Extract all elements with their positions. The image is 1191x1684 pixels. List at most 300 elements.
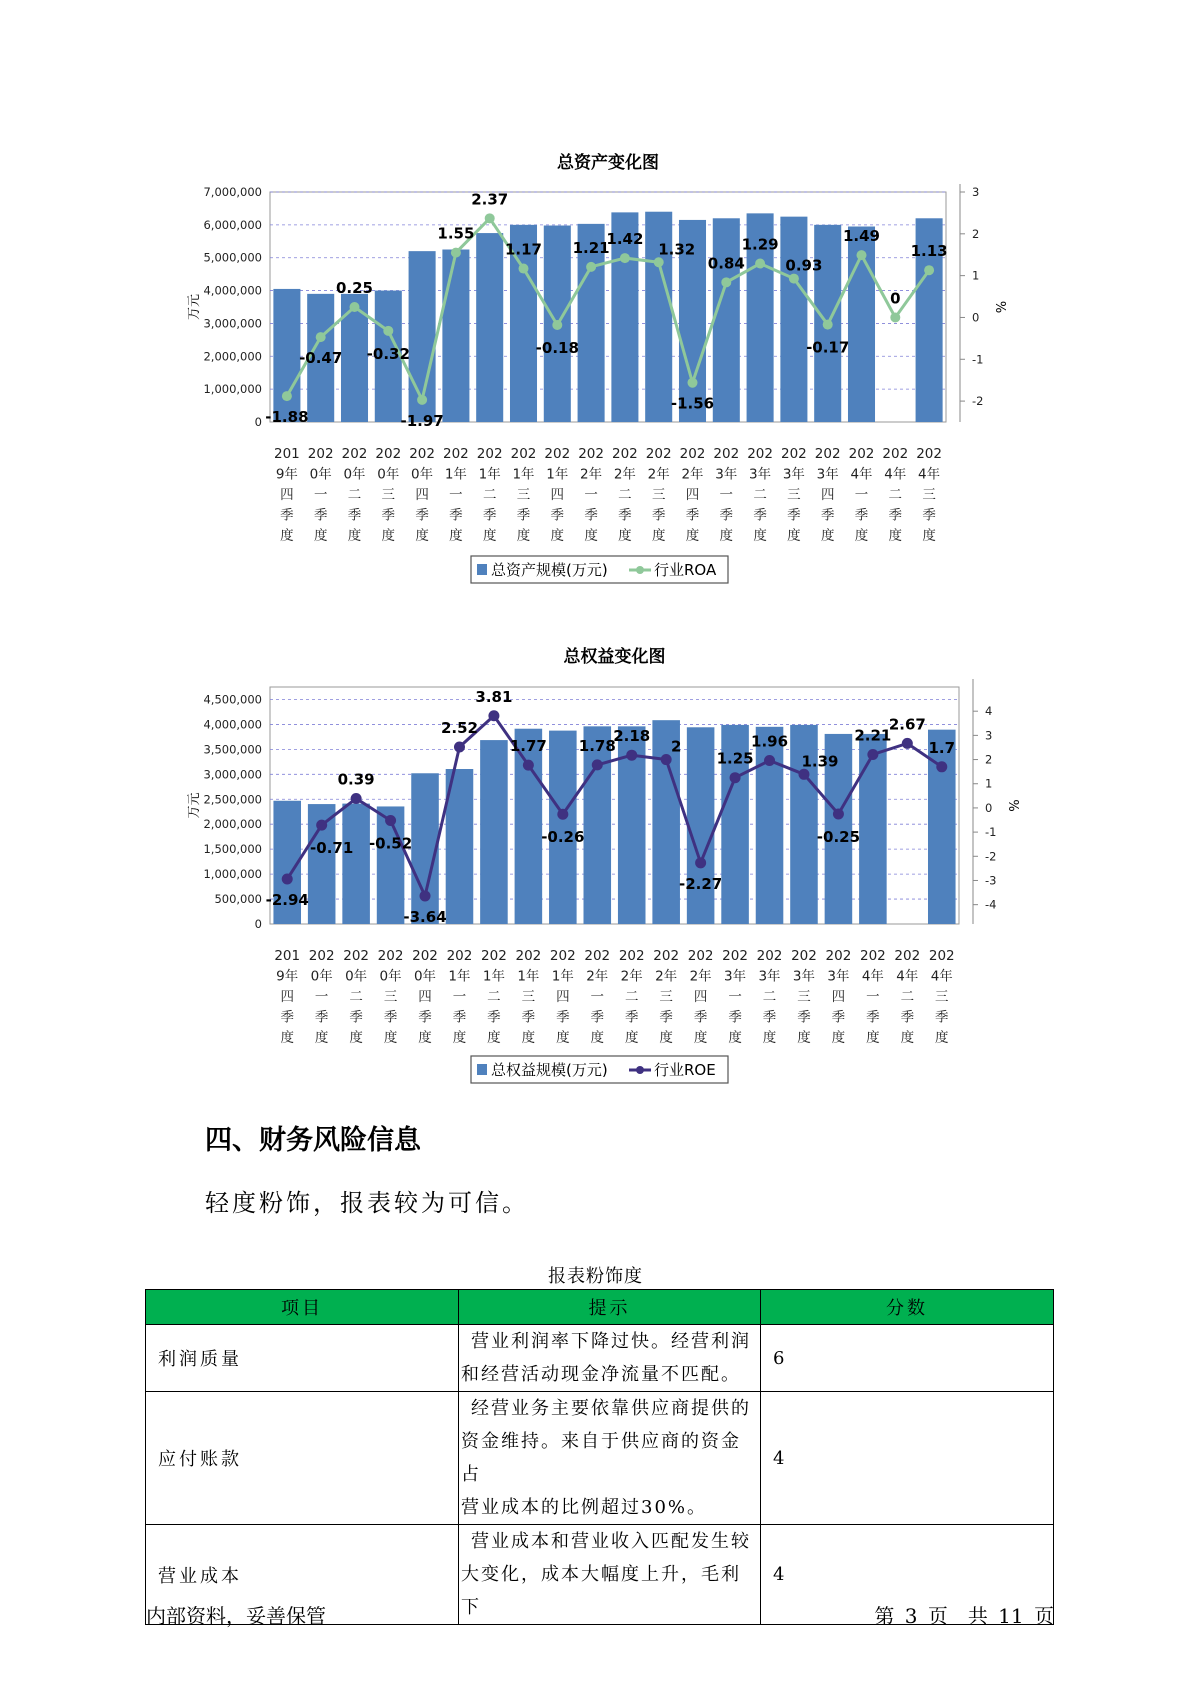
x-tick-label: 度 [349, 1030, 363, 1046]
data-label: -0.71 [310, 839, 354, 858]
line-point [383, 326, 393, 336]
y2-tick-label: -1 [985, 825, 997, 840]
legend-line-label: 行业ROA [654, 561, 717, 579]
line-point [936, 761, 947, 772]
x-tick-label: 季 [888, 507, 903, 524]
x-tick-label: 度 [728, 1030, 742, 1046]
x-tick-label: 度 [487, 1030, 501, 1046]
x-tick-label: 季 [935, 1009, 949, 1026]
x-tick-label: 3年 [792, 968, 816, 985]
x-tick-label: 四 [820, 487, 835, 503]
footer-confidential: 内部资料，妥善保管 [146, 1604, 326, 1628]
x-tick-label: 202 [848, 446, 875, 462]
y2-axis-label: % [1005, 799, 1020, 812]
x-tick-label: 季 [449, 507, 463, 524]
x-tick-label: 202 [791, 948, 817, 964]
x-tick-label: 0年 [379, 968, 402, 985]
x-tick-label: 三 [659, 989, 673, 1005]
x-tick-label: 202 [544, 446, 571, 462]
x-tick-label: 季 [753, 507, 767, 524]
line-point [385, 815, 396, 826]
x-tick-label: 202 [307, 446, 334, 462]
y2-tick-label: 3 [985, 728, 993, 743]
y2-tick-label: 3 [972, 185, 980, 199]
row-item: 营业成本 [146, 1525, 459, 1625]
data-label: -2.94 [265, 891, 309, 910]
x-tick-label: 季 [900, 1009, 915, 1026]
x-tick-label: 1年 [478, 466, 501, 483]
x-tick-label: 三 [935, 989, 949, 1005]
row-item: 利润质量 [146, 1325, 459, 1392]
table-header-row [146, 1290, 1054, 1325]
line-point [890, 312, 900, 322]
x-tick-label: 度 [482, 528, 497, 544]
line-point [552, 320, 562, 330]
bar [780, 217, 807, 422]
x-tick-label: 季 [590, 1009, 605, 1026]
x-tick-label: 季 [797, 1009, 811, 1026]
y2-tick-label: 1 [972, 268, 980, 283]
x-tick-label: 202 [308, 948, 335, 964]
x-tick-label: 202 [747, 446, 773, 462]
data-label: -1.88 [265, 408, 309, 427]
x-tick-label: 度 [313, 528, 328, 544]
x-tick-label: 二 [347, 487, 362, 503]
legend-line-marker [636, 566, 644, 574]
x-tick-label: 季 [651, 507, 666, 524]
x-tick-label: 二 [753, 487, 767, 503]
data-label: -0.47 [299, 349, 343, 368]
row-hint [459, 1525, 761, 1625]
y-tick-label: 2,500,000 [203, 792, 262, 807]
x-tick-label: 3年 [715, 466, 738, 483]
x-tick-label: 三 [383, 989, 398, 1005]
x-tick-label: 202 [928, 948, 955, 964]
data-label: 1.7 [928, 738, 956, 757]
x-tick-label: 三 [521, 989, 536, 1005]
x-tick-label: 202 [814, 446, 841, 462]
y2-tick-label: 4 [985, 704, 993, 719]
row-item: 应付账款 [146, 1392, 459, 1525]
x-tick-label: 度 [922, 528, 936, 544]
data-label: 1.42 [606, 230, 644, 249]
data-label: 1.49 [842, 227, 881, 246]
legend-bar-swatch [477, 564, 487, 575]
x-tick-label: 202 [409, 446, 435, 462]
hint-line: 和经营活动现金净流量不匹配。 [461, 1364, 741, 1385]
data-label: 0 [890, 289, 901, 308]
plot-area [270, 687, 959, 924]
x-tick-label: 季 [820, 507, 835, 524]
total-equity-chart [0, 640, 1191, 1090]
x-tick-label: 季 [383, 1009, 398, 1026]
line-point [688, 378, 698, 388]
x-tick-label: 一 [866, 989, 880, 1005]
y-tick-label: 4,000,000 [203, 717, 262, 732]
data-label: 2.67 [888, 715, 926, 734]
hint-line: 经营业务主要依靠供应商提供的 [471, 1398, 751, 1419]
bar [442, 250, 469, 423]
x-tick-label: 度 [516, 528, 531, 544]
row-score: 4 [761, 1525, 1054, 1625]
section-heading: 四、财务风险信息 [205, 1125, 421, 1156]
bar [687, 727, 715, 924]
x-tick-label: 度 [347, 528, 362, 544]
line-point [485, 213, 495, 223]
x-tick-label: 0年 [343, 466, 366, 483]
legend-bar-label: 总资产规模(万元) [491, 561, 608, 579]
x-tick-label: 季 [280, 507, 294, 524]
line-point [755, 259, 765, 269]
x-tick-label: 一 [728, 989, 742, 1005]
data-label: -0.52 [368, 834, 413, 853]
x-tick-label: 2年 [681, 466, 704, 483]
x-tick-label: 四 [556, 989, 570, 1005]
bar [273, 289, 300, 422]
x-tick-label: 二 [487, 989, 501, 1005]
data-label: -0.17 [806, 338, 850, 357]
y-tick-label: 0 [254, 415, 262, 429]
data-label: 1.29 [741, 235, 779, 254]
data-label: 2.37 [471, 190, 509, 209]
line-point [417, 395, 427, 405]
x-tick-label: 一 [449, 487, 463, 503]
data-label: 0.93 [785, 256, 823, 275]
data-label: -1.97 [400, 411, 444, 430]
data-label: 2.21 [854, 726, 892, 745]
x-tick-label: 季 [415, 507, 429, 524]
y-tick-label: 6,000,000 [203, 217, 262, 232]
line-point [420, 890, 431, 901]
x-tick-label: 二 [888, 487, 903, 503]
x-tick-label: 度 [521, 1030, 536, 1046]
chart-title: 总资产变化图 [557, 153, 659, 173]
y-tick-label: 4,500,000 [203, 692, 262, 707]
x-tick-label: 度 [787, 528, 801, 544]
y-tick-label: 1,000,000 [203, 382, 262, 397]
data-label: -0.25 [816, 827, 861, 846]
line-point [488, 710, 499, 721]
line-point [316, 820, 327, 831]
x-tick-label: 202 [375, 446, 402, 462]
x-tick-label: 202 [578, 446, 604, 462]
data-label: 1.96 [751, 732, 789, 751]
y-tick-label: 4,000,000 [203, 283, 262, 298]
line-point [351, 793, 362, 804]
x-tick-label: 2年 [689, 968, 712, 985]
x-tick-label: 3年 [724, 968, 747, 985]
x-tick-label: 一 [314, 989, 329, 1005]
x-tick-label: 四 [693, 989, 708, 1005]
hint-line: 营业成本和营业收入匹配发生较 [471, 1531, 751, 1552]
x-tick-label: 度 [719, 528, 734, 544]
y2-tick-label: -2 [985, 849, 997, 864]
legend-bar-swatch [477, 1064, 487, 1075]
x-tick-label: 季 [452, 1009, 467, 1026]
x-tick-label: 季 [418, 1009, 432, 1026]
line-point [730, 772, 741, 783]
legend-line-label: 行业ROE [654, 1061, 716, 1079]
y-tick-label: 2,000,000 [203, 349, 262, 364]
row-hint [459, 1325, 761, 1392]
header-score: 分数 [761, 1290, 1054, 1325]
whitewash-table [145, 1289, 1054, 1625]
line-point [519, 264, 529, 274]
x-tick-label: 202 [722, 948, 748, 964]
line-point [789, 274, 799, 284]
x-tick-label: 季 [728, 1009, 742, 1026]
x-tick-label: 三 [787, 487, 801, 503]
line-point [833, 808, 844, 819]
line-point [350, 302, 360, 312]
data-label: 0.84 [707, 254, 745, 273]
x-tick-label: 四 [415, 487, 429, 503]
y2-tick-label: 0 [972, 310, 980, 325]
bar [859, 734, 887, 924]
total-assets-chart [0, 140, 1191, 590]
x-tick-label: 1年 [482, 968, 505, 985]
x-tick-label: 季 [854, 507, 869, 524]
y-tick-label: 3,000,000 [203, 767, 262, 782]
x-tick-label: 202 [882, 446, 909, 462]
hint-line: 营业成本的比例超过30%。 [461, 1497, 708, 1518]
data-label: 1.17 [504, 240, 543, 259]
bar [476, 233, 503, 422]
x-tick-label: 度 [797, 1030, 811, 1046]
x-tick-label: 季 [831, 1009, 846, 1026]
x-tick-label: 202 [549, 948, 576, 964]
x-tick-label: 度 [556, 1030, 570, 1046]
x-tick-label: 季 [313, 507, 328, 524]
x-tick-label: 9年 [275, 466, 298, 483]
x-tick-label: 2年 [613, 466, 636, 483]
bar [583, 726, 611, 924]
x-tick-label: 202 [341, 446, 368, 462]
x-tick-label: 202 [343, 948, 370, 964]
x-tick-label: 季 [314, 1009, 329, 1026]
y-tick-label: 7,000,000 [203, 185, 262, 199]
x-tick-label: 202 [894, 948, 921, 964]
x-tick-label: 季 [521, 1009, 536, 1026]
x-tick-label: 度 [820, 528, 835, 544]
y2-tick-label: -2 [972, 394, 984, 409]
x-tick-label: 四 [418, 989, 432, 1005]
x-tick-label: 季 [516, 507, 531, 524]
line-point [523, 760, 534, 771]
x-tick-label: 1年 [551, 968, 574, 985]
x-tick-label: 度 [449, 528, 463, 544]
row-hint [459, 1392, 761, 1525]
data-label: 0.25 [335, 279, 374, 297]
x-tick-label: 3年 [827, 968, 850, 985]
x-tick-label: 度 [624, 1030, 639, 1046]
x-tick-label: 202 [481, 948, 507, 964]
x-tick-label: 202 [377, 948, 404, 964]
x-tick-label: 202 [446, 948, 473, 964]
row-score: 4 [761, 1392, 1054, 1525]
data-label: 1.78 [578, 736, 616, 755]
line-point [282, 391, 292, 401]
header-item: 项目 [146, 1290, 459, 1325]
x-tick-label: 二 [618, 487, 632, 503]
line-point [316, 332, 326, 342]
x-tick-label: 202 [443, 446, 469, 462]
x-tick-label: 度 [762, 1030, 777, 1046]
x-tick-label: 季 [719, 507, 734, 524]
x-tick-label: 季 [550, 507, 565, 524]
hint-line: 大变化，成本大幅度上升，毛利下 [461, 1564, 741, 1618]
data-label: 1.39 [801, 752, 839, 771]
x-tick-label: 202 [476, 446, 503, 462]
y-axis-label: 万元 [187, 293, 202, 321]
x-tick-label: 202 [515, 948, 542, 964]
x-tick-label: 一 [590, 989, 605, 1005]
line-point [586, 262, 596, 272]
x-tick-label: 季 [487, 1009, 501, 1026]
x-tick-label: 季 [556, 1009, 570, 1026]
x-tick-label: 2年 [620, 968, 643, 985]
y2-axis-label: % [992, 300, 1007, 314]
data-label: 2.18 [613, 727, 651, 746]
line-point [902, 738, 913, 749]
x-tick-label: 二 [900, 989, 915, 1005]
line-point [867, 749, 878, 760]
y-tick-label: 1,500,000 [203, 842, 262, 857]
x-tick-label: 1年 [546, 466, 569, 483]
x-tick-label: 季 [584, 507, 598, 524]
x-tick-label: 三 [381, 487, 396, 503]
x-tick-label: 202 [618, 948, 645, 964]
x-tick-label: 季 [381, 507, 396, 524]
line-point [721, 277, 731, 287]
data-label: -3.64 [403, 907, 447, 926]
line-point [620, 253, 630, 263]
x-tick-label: 度 [753, 528, 767, 544]
x-tick-label: 二 [762, 989, 777, 1005]
y2-tick-label: 0 [985, 800, 993, 815]
line-point [454, 741, 465, 752]
x-tick-label: 度 [415, 528, 429, 544]
x-tick-label: 度 [584, 528, 598, 544]
x-tick-label: 度 [831, 1030, 846, 1046]
line-point [626, 750, 637, 761]
line-point [823, 320, 833, 330]
bar [342, 804, 370, 924]
x-tick-label: 0年 [413, 968, 437, 985]
data-label: 1.55 [437, 224, 475, 243]
line-point [857, 250, 867, 260]
x-tick-label: 一 [452, 989, 467, 1005]
x-tick-label: 四 [280, 487, 294, 503]
data-label: 1.25 [716, 749, 754, 768]
y2-tick-label: -4 [985, 897, 997, 912]
table-caption: 报表粉饰度 [548, 1266, 643, 1287]
x-tick-label: 度 [280, 1030, 294, 1046]
table-row [146, 1392, 1054, 1525]
x-tick-label: 202 [653, 948, 680, 964]
data-label: 1.21 [572, 238, 610, 257]
x-tick-label: 201 [274, 446, 300, 462]
x-tick-label: 202 [584, 948, 611, 964]
legend-bar-label: 总权益规模(万元) [491, 1061, 608, 1079]
x-tick-label: 4年 [861, 968, 884, 985]
x-tick-label: 三 [797, 989, 811, 1005]
x-tick-label: 3年 [816, 466, 839, 483]
x-tick-label: 202 [713, 446, 740, 462]
x-tick-label: 0年 [309, 466, 332, 483]
x-tick-label: 季 [618, 507, 632, 524]
data-label: 2.52 [440, 718, 478, 737]
line-point [661, 754, 672, 765]
line-point [924, 265, 934, 275]
x-tick-label: 202 [412, 948, 438, 964]
x-tick-label: 4年 [896, 968, 919, 985]
x-tick-label: 三 [922, 487, 936, 503]
x-tick-label: 度 [685, 528, 700, 544]
x-tick-label: 二 [482, 487, 497, 503]
x-tick-label: 202 [679, 446, 706, 462]
x-tick-label: 4年 [918, 466, 941, 483]
x-tick-label: 季 [659, 1009, 673, 1026]
x-tick-label: 度 [659, 1030, 673, 1046]
y-tick-label: 500,000 [214, 892, 262, 907]
y-tick-label: 5,000,000 [203, 250, 262, 265]
y-tick-label: 3,500,000 [203, 742, 262, 757]
x-tick-label: 202 [756, 948, 783, 964]
data-label: 1.32 [658, 240, 696, 259]
x-tick-label: 季 [624, 1009, 639, 1026]
x-tick-label: 202 [510, 446, 537, 462]
x-tick-label: 202 [916, 446, 942, 462]
x-tick-label: 度 [900, 1030, 915, 1046]
x-tick-label: 4年 [930, 968, 953, 985]
line-point [451, 248, 461, 258]
data-label: -0.18 [535, 338, 579, 357]
x-tick-label: 202 [859, 948, 886, 964]
y-tick-label: 0 [254, 917, 262, 931]
x-tick-label: 一 [719, 487, 734, 503]
x-tick-label: 度 [452, 1030, 467, 1046]
x-tick-label: 1年 [517, 968, 540, 985]
line-point [592, 759, 603, 770]
x-tick-label: 度 [383, 1030, 398, 1046]
section-body: 轻度粉饰，报表较为可信。 [205, 1189, 529, 1217]
data-label: -0.26 [541, 828, 585, 847]
x-tick-label: 1年 [512, 466, 535, 483]
line-point [282, 874, 293, 885]
x-tick-label: 四 [550, 487, 565, 503]
x-tick-label: 0年 [377, 466, 400, 483]
bar [713, 218, 740, 422]
data-label: 3.81 [475, 687, 513, 706]
data-label: 1.77 [509, 737, 547, 756]
line-point [654, 257, 664, 267]
x-tick-label: 202 [612, 446, 638, 462]
table-row [146, 1325, 1054, 1392]
header-hint: 提示 [459, 1290, 761, 1325]
x-tick-label: 4年 [850, 466, 873, 483]
line-point [695, 857, 706, 868]
x-tick-label: 2年 [586, 968, 609, 985]
x-tick-label: 度 [651, 528, 666, 544]
x-tick-label: 度 [418, 1030, 432, 1046]
x-tick-label: 度 [866, 1030, 880, 1046]
x-tick-label: 季 [685, 507, 700, 524]
x-tick-label: 3年 [758, 968, 781, 985]
x-tick-label: 季 [482, 507, 497, 524]
x-tick-label: 三 [651, 487, 666, 503]
x-tick-label: 季 [787, 507, 801, 524]
